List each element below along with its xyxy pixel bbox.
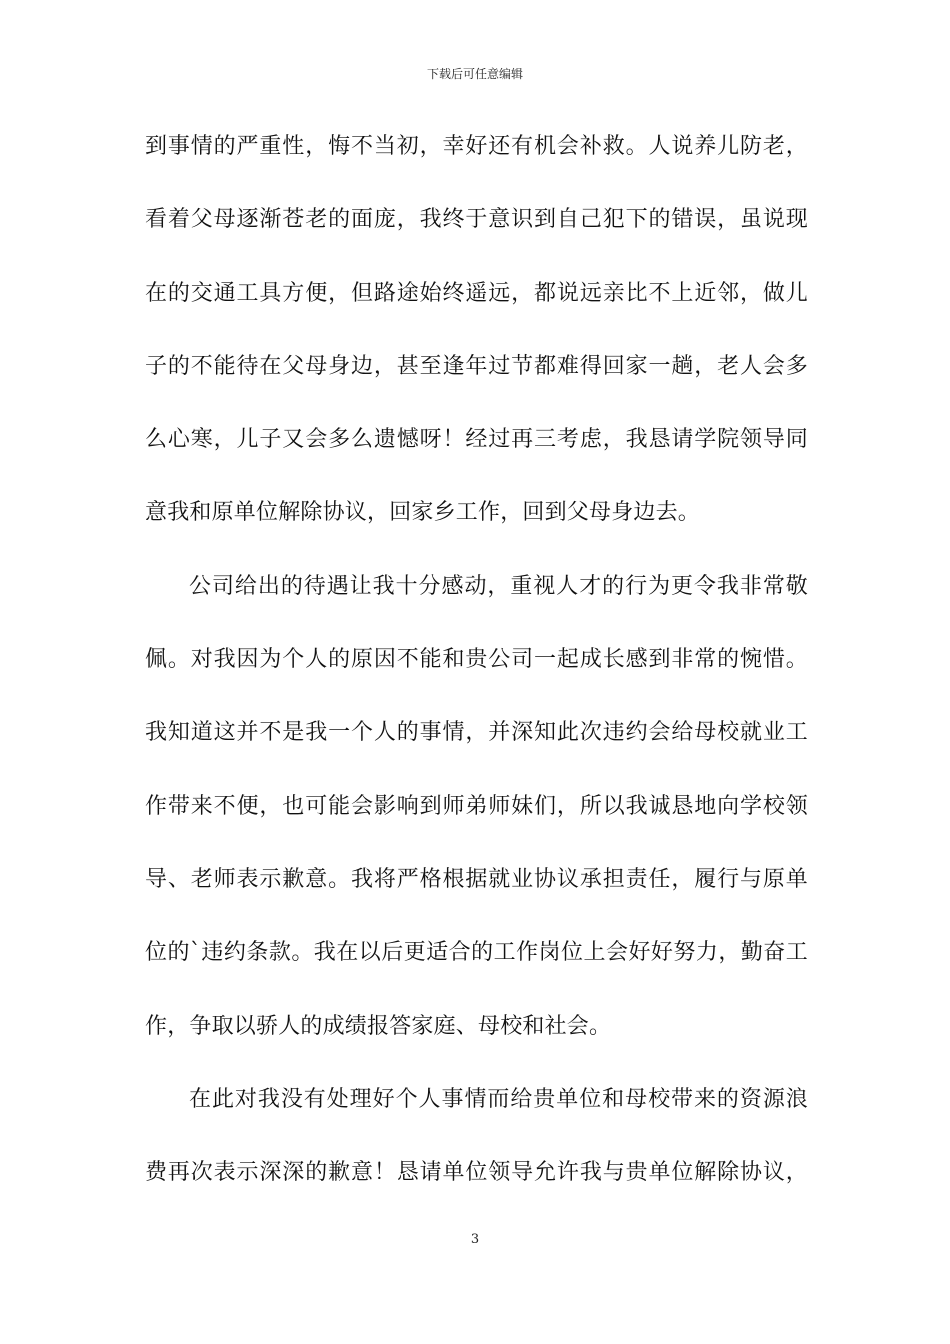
- page-number: 3: [470, 1232, 480, 1247]
- body-line-8: 佩。对我因为个人的原因不能和贵公司一起成长感到非常的惋惜。: [145, 647, 808, 673]
- body-line-12: 位的`违约条款。我在以后更适合的工作岗位上会好好努力，勤奋工: [145, 940, 808, 966]
- document-body: [145, 124, 808, 1223]
- body-line-1: 到事情的严重性，悔不当初，幸好还有机会补救。人说养儿防老，: [145, 134, 808, 159]
- body-line-14: 在此对我没有处理好个人事情而给贵单位和母校带来的资源浪: [189, 1086, 808, 1112]
- body-line-13: 作，争取以骄人的成绩报答家庭、母校和社会。: [145, 1013, 612, 1039]
- body-line-6: 意我和原单位解除协议，回家乡工作，回到父母身边去。: [145, 500, 701, 526]
- body-line-15: 费再次表示深深的歉意！恳请单位领导允许我与贵单位解除协议，: [145, 1160, 808, 1186]
- body-line-2: 看着父母逐渐苍老的面庞，我终于意识到自己犯下的错误，虽说现: [145, 207, 808, 233]
- body-line-9: 我知道这并不是我一个人的事情，并深知此次违约会给母校就业工: [145, 720, 808, 746]
- body-line-7: 公司给出的待遇让我十分感动，重视人才的行为更令我非常敬: [189, 573, 808, 599]
- body-line-3: 在的交通工具方便，但路途始终遥远，都说远亲比不上近邻，做儿: [145, 280, 808, 306]
- body-line-11: 导、老师表示歉意。我将严格根据就业协议承担责任，履行与原单: [145, 866, 808, 892]
- page-header: 下载后可任意编辑: [426, 67, 523, 81]
- body-line-10: 作带来不便，也可能会影响到师弟师妹们，所以我诚恳地向学校领: [145, 793, 808, 819]
- body-line-5: 么心寒，儿子又会多么遗憾呀！经过再三考虑，我恳请学院领导同: [145, 427, 808, 453]
- body-line-4: 子的不能待在父母身边，甚至逢年过节都难得回家一趟，老人会多: [145, 353, 808, 379]
